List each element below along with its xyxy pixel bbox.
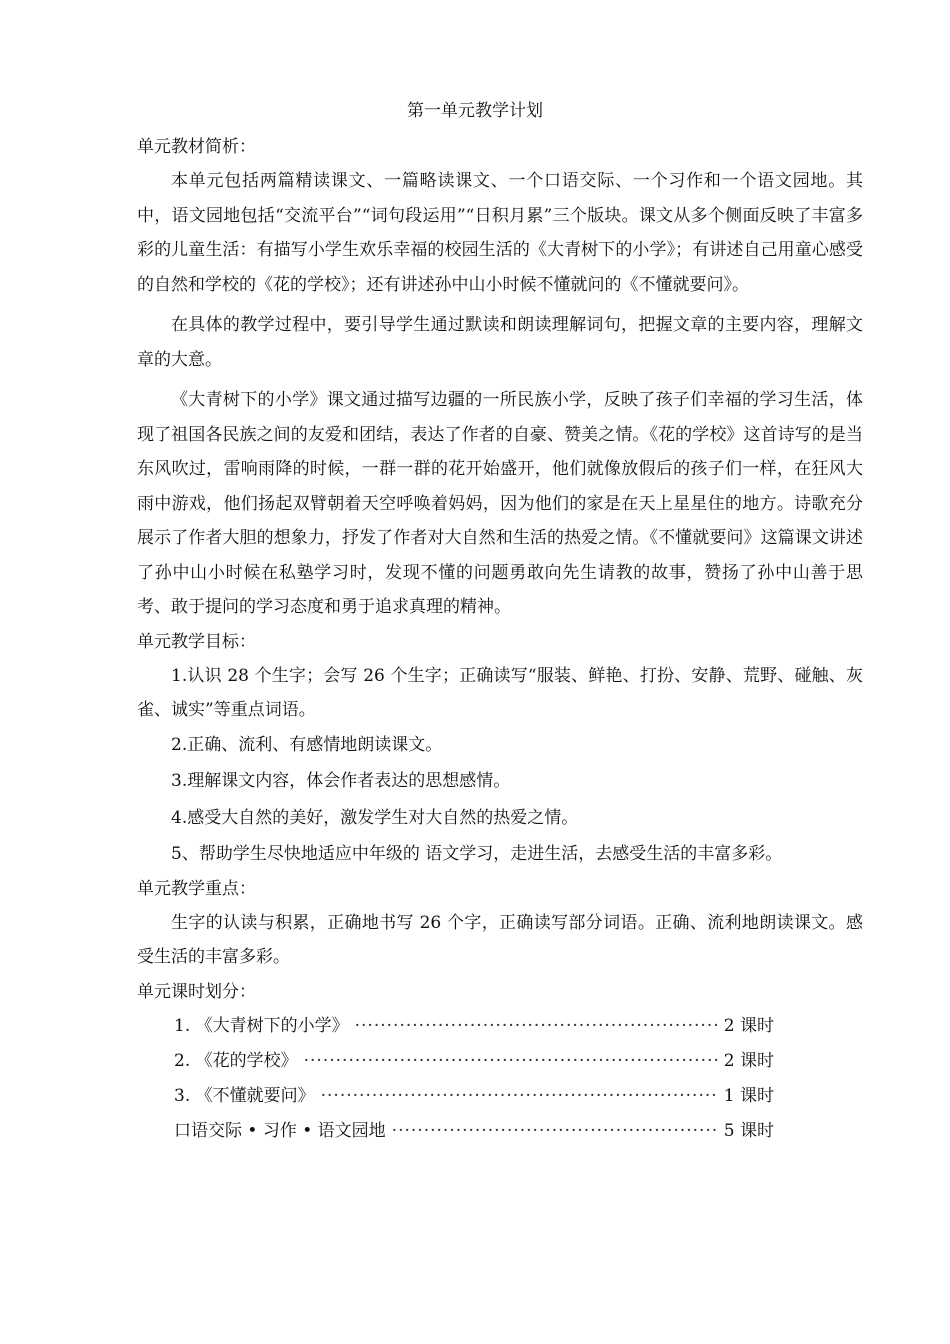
schedule-lesson-name: 1. 《大青树下的小学》 [174, 1015, 349, 1036]
schedule-row [174, 1044, 774, 1079]
schedule-row [174, 1114, 774, 1149]
schedule-lesson-hours: 2 课时 [723, 1050, 774, 1071]
schedule-row [174, 1079, 774, 1114]
goal-item-5: 5、帮助学生尽快地适应中年级的 语文学习，走进生活，去感受生活的丰富多彩。 [171, 844, 783, 864]
section-heading-key-points: 单元教学重点： [137, 878, 256, 899]
analysis-paragraph-1: 本单元包括两篇精读课文、一篇略读课文、一个口语交际、一个习作和一个语文园地。其中，语文园地包括“交流平台”“词句段运用”“日积月累”三个版块。课文从多个侧面反映了丰富多彩的儿童生活：有描写小学生欢乐幸福的校园生活的《大青树下的小学》；有讲述自己用童心感受的自然和学校的《花的学校》；还有讲述孙中山小时候不懂就问的《不懂就要问》。 [137, 171, 863, 295]
schedule-lesson-hours: 5 课时 [723, 1120, 774, 1141]
dot-leader [321, 1079, 718, 1114]
page-title: 第一单元教学计划 [407, 101, 543, 121]
schedule-list [137, 1009, 863, 1149]
section-heading-goals: 单元教学目标： [137, 631, 256, 652]
section-heading-analysis: 单元教材简析： [137, 137, 256, 157]
goal-item-1: 1.认识 28 个生字；会写 26 个生字；正确读写“服装、鲜艳、打扮、安静、荒野、碰触、灰雀、诚实”等重点词语。 [137, 665, 863, 720]
dot-leader [304, 1044, 718, 1079]
goal-item-3: 3.理解课文内容，体会作者表达的思想感情。 [171, 771, 511, 791]
schedule-lesson-hours: 2 课时 [723, 1015, 774, 1036]
goal-item-4: 4.感受大自然的美好，激发学生对大自然的热爱之情。 [171, 807, 579, 828]
analysis-paragraph-3: 《大青树下的小学》课文通过描写边疆的一所民族小学，反映了孩子们幸福的学习生活，体现了祖国各民族之间的友爱和团结，表达了作者的自豪、赞美之情。《花的学校》这首诗写的是当东风吹过，雷响雨降的时候，一群一群的花开始盛开，他们就像放假后的孩子们一样，在狂风大雨中游戏，他们扬起双臂朝着天空呼唤着妈妈，因为他们的家是在天上星星住的地方。诗歌充分展示了作者大胆的想象力，抒发了作者对大自然和生活的热爱之情。《不懂就要问》这篇课文讲述了孙中山小时候在私塾学习时，发现不懂的问题勇敢向先生请教的故事，赞扬了孙中山善于思考、敢于提问的学习态度和勇于追求真理的精神。 [137, 390, 863, 617]
schedule-lesson-hours: 1 课时 [723, 1085, 774, 1106]
dot-leader [392, 1114, 718, 1149]
goal-item-2: 2.正确、流利、有感情地朗读课文。 [171, 734, 443, 755]
section-heading-schedule: 单元课时划分： [137, 981, 256, 1002]
schedule-lesson-name: 口语交际 • 习作 • 语文园地 [174, 1120, 386, 1141]
analysis-paragraph-2: 在具体的教学过程中，要引导学生通过默读和朗读理解词句，把握文章的主要内容，理解文章的大意。 [137, 315, 863, 370]
schedule-lesson-name: 3. 《不懂就要问》 [174, 1085, 315, 1106]
document-body [137, 130, 863, 1149]
key-points-paragraph: 生字的认读与积累，正确地书写 26 个字，正确读写部分词语。正确、流利地朗读课文。感受生活的丰富多彩。 [137, 912, 863, 967]
dot-leader [355, 1009, 718, 1044]
schedule-lesson-name: 2. 《花的学校》 [174, 1050, 298, 1071]
schedule-row [174, 1009, 774, 1044]
